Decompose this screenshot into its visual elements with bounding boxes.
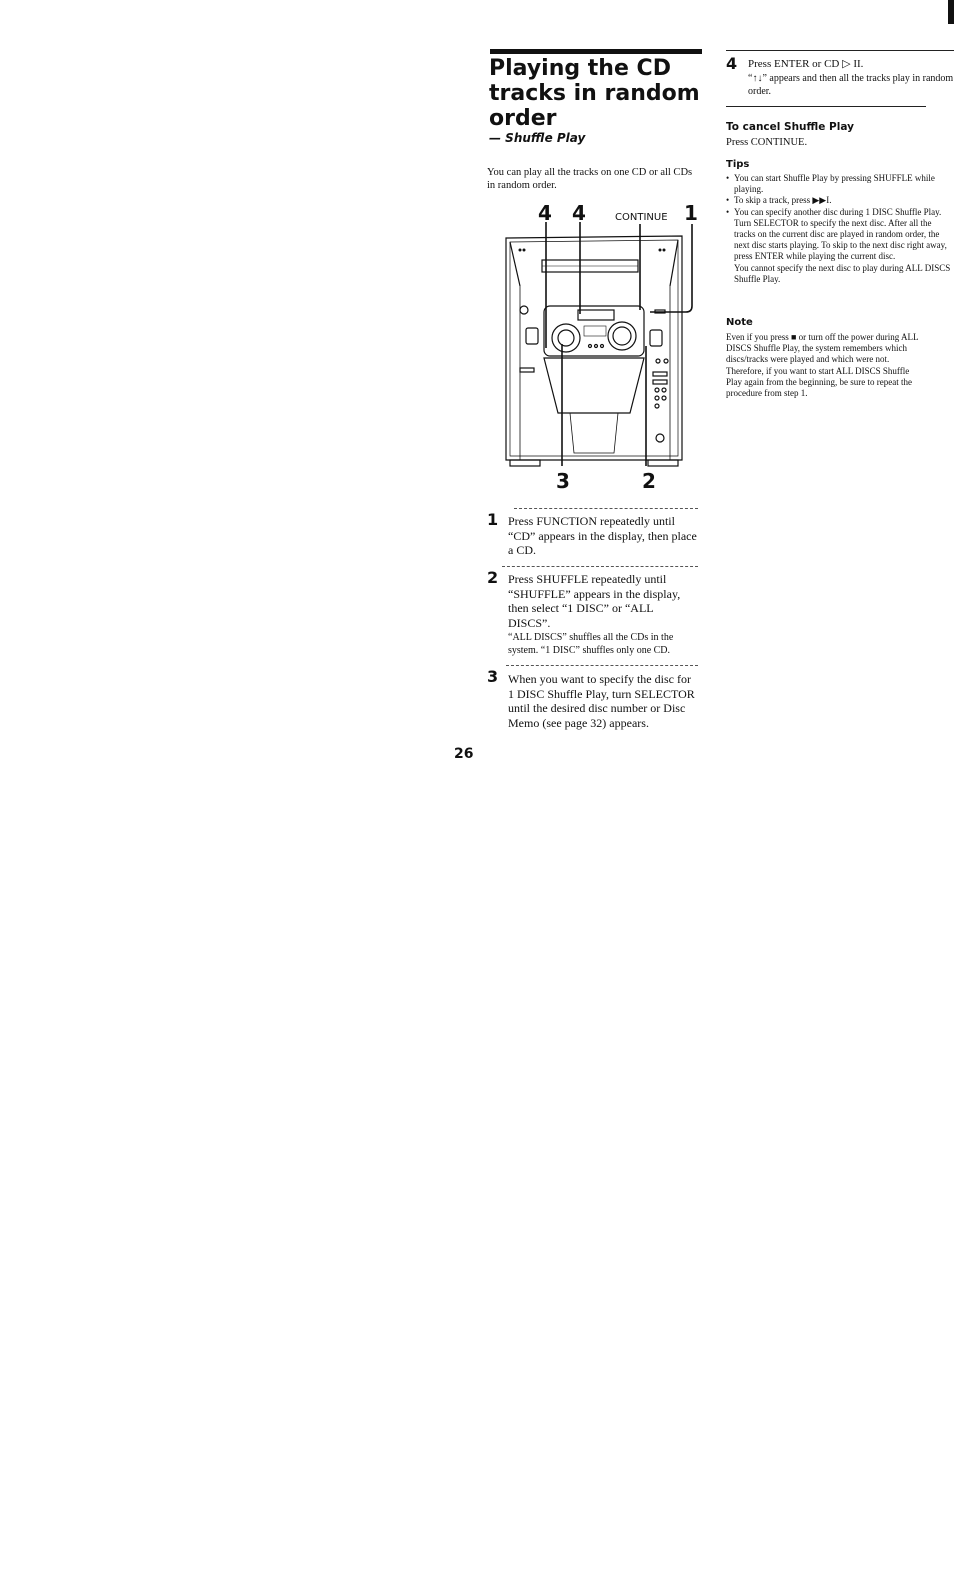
right-step-rule: [726, 106, 926, 107]
callout-step-1: 1: [684, 201, 698, 225]
callout-step-2: 2: [642, 469, 656, 493]
note-heading: Note: [726, 317, 753, 328]
step-divider: [514, 508, 698, 509]
tips-list: [726, 173, 954, 218]
step-2-number: 2: [487, 568, 499, 587]
tip-extra-2: You cannot specify the next disc to play during ALL DISCS Shuffle Play.: [734, 262, 951, 284]
tip-item: • You can specify another disc during 1 DISC Shuffle Play.: [726, 207, 954, 218]
page-number: 26: [454, 746, 474, 762]
step-3-text: When you want to specify the disc for 1 DISC Shuffle Play, turn SELECTOR until the desired disc number or Disc Memo (see page 32) appears.: [508, 672, 695, 730]
stereo-diagram: [500, 198, 702, 494]
step-divider: [506, 665, 698, 666]
continue-label: CONTINUE: [615, 212, 668, 223]
right-top-rule: [726, 50, 954, 51]
title-line-1: Playing the CD: [489, 56, 671, 81]
step-1-text: Press FUNCTION repeatedly until “CD” appears in the display, then place a CD.: [508, 514, 697, 557]
step-2-note: “ALL DISCS” shuffles all the CDs in the system. “1 DISC” shuffles only one CD.: [508, 632, 674, 656]
page-edge-mark: [948, 0, 954, 24]
callout-step-4a: 4: [538, 201, 552, 225]
page-title: [489, 56, 709, 131]
intro-paragraph: You can play all the tracks on one CD or all CDs in random order.: [487, 167, 693, 191]
tips-section: [726, 173, 954, 285]
tip-item: • You can start Shuffle Play by pressing SHUFFLE while playing.: [726, 173, 954, 195]
tips-heading: Tips: [726, 159, 750, 170]
step-4-note: “↑↓” appears and then all the tracks play in random order.: [748, 73, 954, 97]
step-divider: [502, 566, 698, 567]
step-1-number: 1: [487, 510, 499, 529]
step-3-number: 3: [487, 667, 499, 686]
step-2-text: Press SHUFFLE repeatedly until “SHUFFLE” appears in the display, then select “1 DISC” or “ALL DISCS”.: [508, 572, 681, 630]
tip-item: • To skip a track, press ▶▶I.: [726, 195, 954, 206]
title-line-3: order: [489, 106, 557, 131]
cancel-heading: To cancel Shuffle Play: [726, 121, 854, 133]
step-4-number: 4: [726, 54, 738, 73]
title-rule: [490, 49, 702, 54]
note-text: Even if you press ■ or turn off the power during ALL DISCS Shuffle Play, the system remembers which discs/tracks were played and which were not. Therefore, if you want to start ALL DISCS Shuffle Play again from the beginning, be sure to repeat the procedure from step 1.: [726, 332, 919, 399]
cancel-text: Press CONTINUE.: [726, 137, 808, 148]
title-line-2: tracks in random: [489, 81, 700, 106]
step-4-text: Press ENTER or CD ▷ II.: [748, 58, 864, 70]
tip-extra-1: Turn SELECTOR to specify the next disc. After all the tracks on the current disc are played in random order, the next disc starts playing. To skip to the next disc right away, press ENTER while playing the current disc.: [734, 217, 947, 262]
callout-step-3: 3: [556, 469, 570, 493]
page-subtitle: — Shuffle Play: [489, 131, 586, 145]
callout-step-4b: 4: [572, 201, 586, 225]
